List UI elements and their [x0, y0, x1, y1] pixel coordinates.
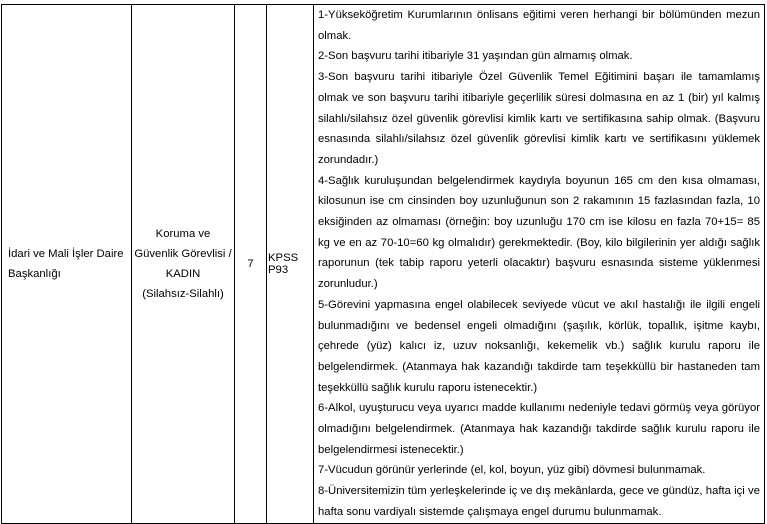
- requirement-item: 7-Vücudun görünür yerlerinde (el, kol, boyun, yüz gibi) dövmesi bulunmamak.: [318, 464, 706, 477]
- score-type-cell: [267, 5, 314, 524]
- position-title-line: Güvenlik Görevlisi /: [134, 247, 232, 260]
- requirements-cell: [314, 5, 765, 524]
- requirement-item: 8-Üniversitemizin tüm yerleşkelerinde iç ve dış mekânlarda, gece ve gündüz, hafta içi ve hafta sonu vardiyalı sistemde çalışmaya engel durumu bulunmamak.: [318, 485, 760, 518]
- unit-name: İdari ve Mali İşler Daire Başkanlığı: [8, 247, 124, 280]
- quota-cell: [235, 5, 267, 524]
- quota-value: 7: [247, 257, 254, 270]
- position-title-line: (Silahsız-Silahlı): [142, 287, 224, 300]
- requirement-item: 6-Alkol, uyuşturucu veya uyarıcı madde kullanımı nedeniyle tedavi görmüş veya görüyor olmadığını belgelendirmek. (Atanmaya hak kazandığı takdirde sağlık kurulu raporu ile belgelendirmesi istenecektir.): [318, 402, 760, 456]
- position-requirements-table: [1, 4, 765, 524]
- requirement-item: 3-Son başvuru tarihi itibariyle Özel Güvenlik Temel Eğitimini başarı ile tamamlamış olmak ve son başvuru tarihi itibariyle geçerlilik süresi dolmasına en az 1 (bir) yıl kalmış silahlı/silahsız özel güvenlik görevlisi kimlik kartı ve sertifikasına sahip olmak. (Başvuru esnasında silahlı/silahsız özel güvenlik görevlisi kimlik kartı ve sertifikasını yüklemek zorundadır.): [318, 71, 760, 166]
- position-title-cell: [132, 5, 235, 524]
- table-row: [2, 5, 765, 524]
- requirements-list: [314, 5, 764, 523]
- requirement-item: 5-Görevini yapmasına engel olabilecek seviyede vücut ve akıl hastalığı ile ilgili engeli bulunmadığını ve bedensel engeli olmadığını (şaşılık, körlük, topallık, işitme kaybı, çehrede (yüz) kalıcı iz, uzuv noksanlığı, kekemelik vb.) sağlık kurulu raporu ile belgelendirmek. (Atanmaya hak kazandığı takdirde tam teşekküllü bir hastaneden tam teşekküllü sağlık kurulu raporu istenecektir.): [318, 298, 760, 394]
- score-type: KPSS P93: [268, 251, 299, 276]
- position-title-line: KADIN: [165, 267, 201, 280]
- requirement-item: 2-Son başvuru tarihi itibariyle 31 yaşından gün almamış olmak.: [318, 50, 633, 63]
- position-title-line: Koruma ve: [155, 227, 211, 240]
- unit-cell: [2, 5, 132, 524]
- requirement-item: 1-Yükseköğretim Kurumlarının önlisans eğitimi veren herhangi bir bölümünden mezun olmak.: [318, 9, 760, 42]
- requirement-item: 4-Sağlık kuruluşundan belgelendirmek kaydıyla boyunun 165 cm den kısa olmaması, kilosunun ise cm cinsinden boy uzunluğunun son 2 rakamının 15 fazlasından fazla, 10 eksiğinden az olmaması (örneğin: boy uzunluğu 170 cm ise kilosu en fazla 70+15= 85 kg ve en az 70-10=60 kg olmalıdır) gerekmektedir. (Boy, kilo bilgilerinin yer aldığı sağlık raporunun (tek tabip raporu yeterli olacaktır) başvuru esnasında sisteme yüklenmesi zorunludur.): [318, 174, 760, 291]
